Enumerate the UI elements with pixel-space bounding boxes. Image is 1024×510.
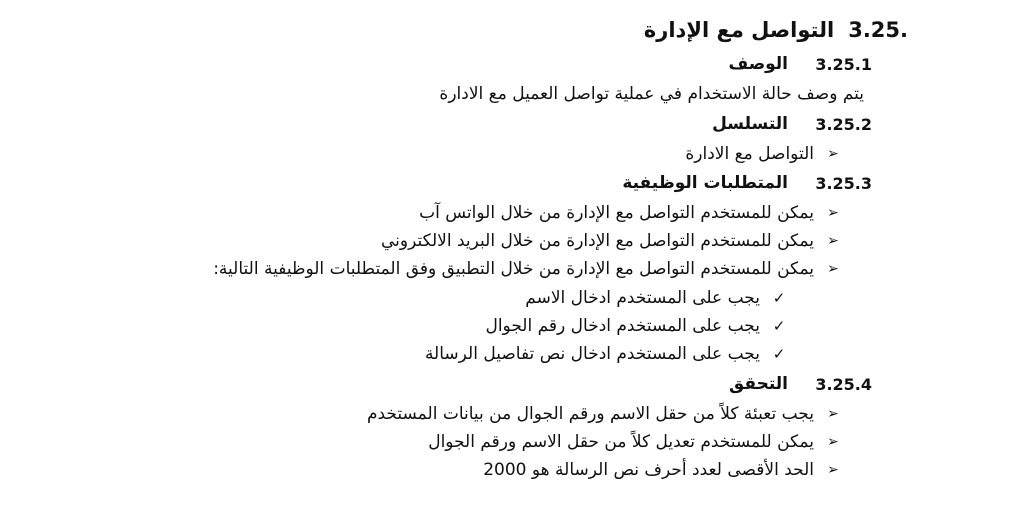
arrow-bullet-icon: ➢ xyxy=(827,146,839,162)
arrow-bullet-icon: ➢ xyxy=(827,205,839,221)
requirements-number: 3.25.3 xyxy=(815,173,872,193)
list-item-text: يجب تعبئة كلاً من حقل الاسم ورقم الجوال من بيانات المستخدم xyxy=(366,404,814,424)
list-item-text: يمكن للمستخدم التواصل مع الإدارة من خلال الواتس آب xyxy=(419,203,814,223)
check-bullet-icon: ✓ xyxy=(772,345,786,363)
description-paragraph: يتم وصف حالة الاستخدام في عملية تواصل العميل مع الادارة xyxy=(439,84,864,104)
list-item-text: يمكن للمستخدم التواصل مع الإدارة من خلال البريد الالكتروني xyxy=(380,231,814,251)
requirements-title: المتطلبات الوظيفية xyxy=(622,173,788,193)
list-item-text: الحد الأقصى لعدد أحرف نص الرسالة هو 2000 xyxy=(483,460,814,480)
list-item-text: يمكن للمستخدم التواصل مع الإدارة من خلال التطبيق وفق المتطلبات الوظيفية التالية: xyxy=(213,259,814,279)
arrow-bullet-icon: ➢ xyxy=(827,434,839,450)
list-item-text: يمكن للمستخدم تعديل كلاً من حقل الاسم ورقم الجوال xyxy=(428,432,814,452)
description-text xyxy=(439,84,864,104)
sequence-number: 3.25.2 xyxy=(815,114,872,134)
description-heading xyxy=(728,54,872,74)
list-item xyxy=(367,404,842,424)
arrow-bullet-icon: ➢ xyxy=(827,462,839,478)
list-item xyxy=(483,460,842,480)
arrow-bullet-icon: ➢ xyxy=(827,233,839,249)
list-item xyxy=(381,231,842,251)
description-title: الوصف xyxy=(728,54,788,74)
list-item xyxy=(428,432,842,452)
section-heading xyxy=(644,18,908,42)
sub-list-item xyxy=(525,288,788,308)
section-number: 3.25. xyxy=(848,18,908,42)
check-bullet-icon: ✓ xyxy=(772,289,786,307)
sub-list-item-text: يجب على المستخدم ادخال الاسم xyxy=(525,288,760,308)
list-item xyxy=(419,203,842,223)
sequence-title: التسلسل xyxy=(712,114,788,134)
validation-title: التحقق xyxy=(729,374,788,394)
description-number: 3.25.1 xyxy=(815,54,872,74)
check-bullet-icon: ✓ xyxy=(772,317,786,335)
validation-number: 3.25.4 xyxy=(815,374,872,394)
sub-list-item-text: يجب على المستخدم ادخال نص تفاصيل الرسالة xyxy=(424,344,760,364)
validation-heading xyxy=(729,374,872,394)
section-title: التواصل مع الإدارة xyxy=(643,18,835,42)
sequence-heading xyxy=(712,114,872,134)
list-item xyxy=(213,259,842,279)
list-item-text: التواصل مع الادارة xyxy=(685,144,814,164)
sub-list-item-text: يجب على المستخدم ادخال رقم الجوال xyxy=(485,316,760,336)
requirements-heading xyxy=(622,173,872,193)
sub-list-item xyxy=(485,316,788,336)
arrow-bullet-icon: ➢ xyxy=(827,406,839,422)
list-item xyxy=(685,144,842,164)
arrow-bullet-icon: ➢ xyxy=(827,261,839,277)
sub-list-item xyxy=(425,344,788,364)
